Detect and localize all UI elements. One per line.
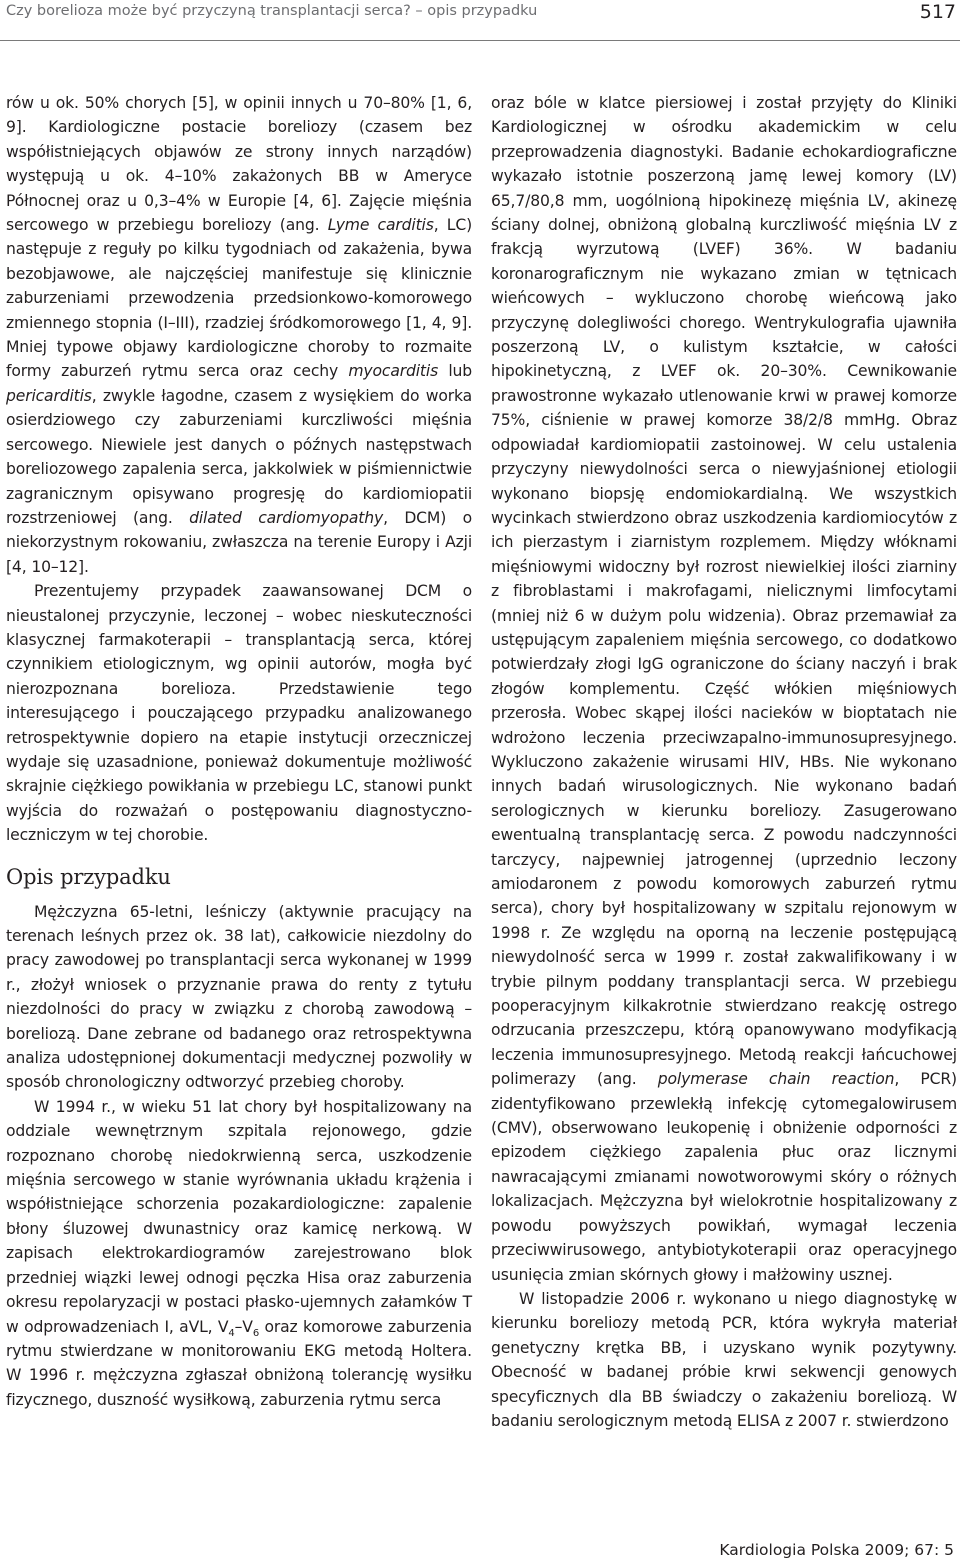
italic-term: pericarditis [6, 386, 92, 405]
paragraph-patient: Mężczyzna 65-letni, leśniczy (aktywnie pracujący na terenach leśnych przez ok. 38 lat), całkowicie niezdolny do pracy zawodowej po transplantacji serca wykonanej w 1999 r., złożył wniosek o przyznanie prawa do renty z tytułu niezdolności do pracy w związku z chorobą zawodową – boreliozą. Dane zebrane od badanego oraz retrospektywna analiza udostępnionej dokumentacji medycznej pozwoliły w sposób chronologiczny odtworzyć przebieg choroby. [6, 902, 472, 1092]
italic-term: dilated cardiomyopathy [189, 508, 384, 527]
page-number: 517 [919, 1, 956, 23]
left-column [6, 91, 472, 1412]
running-header [0, 0, 960, 41]
text-run: , zwykle łagodne, czasem z wysiękiem do worka osierdziowego czy zaburzeniami kurczliwości mięśnia sercowego. Niewiele jest danych o późnych następstwach boreliozowego zapalenia serca, jakkolwiek w piśmiennictwie zagranicznym opisywano progresję do kardiomiopatii rozstrzeniowej (ang. [6, 386, 472, 527]
text-run: oraz komorowe zaburzenia rytmu stwierdzane w monitorowaniu EKG metodą Holtera. W 1996 r. mężczyzna zgłaszał obniżoną tolerancję wysiłku fizycznego, duszność wysiłkową, zaburzenia rytmu serca [6, 1317, 472, 1409]
text-run: –V [234, 1317, 253, 1336]
paragraph-diagnostics [491, 91, 957, 1287]
italic-term: Lyme carditis [327, 216, 434, 235]
italic-term: myocarditis [348, 362, 439, 381]
text-run: , LC) następuje z reguły po kilku tygodniach od zakażenia, bywa bezobjawowe, ale najczęściej manifestuje się klinicznie zaburzeniami przewodzenia przedsionkowo-komorowego zmiennego stopnia (I–III), rzadziej śródkomorowego [1, 4, 9]. Mniej typowe objawy kardiologiczne choroby to rozmaite formy zaburzeń rytmu serca oraz cechy [6, 216, 473, 381]
paragraph-case-intro: Prezentujemy przypadek zaawansowanej DCM o nieustalonej przyczynie, leczonej – wobec nieskuteczności klasycznej farmakoterapii – transplantacją serca, której czynnikiem etiologicznym, wg opinii autorów, mogła być nierozpoznana borelioza. Przedstawienie tego interesującego i pouczającego przypadku analizowanego retrospektywnie dopiero na etapie instytucji orzeczniczej wydaje się uzasadnione, ponieważ dokumentuje możliwość skrajnie ciężkiego powikłania w przebiegu LC, stanowi punkt wyjścia do rozważań o postępowaniu diagnostyczno-leczniczym w tej chorobie. [6, 582, 472, 845]
subscript: 6 [252, 1327, 260, 1339]
running-title: Czy borelioza może być przyczyną transplantacji serca? – opis przypadku [6, 3, 538, 19]
journal-reference: Kardiologia Polska 2009; 67: 5 [719, 1541, 954, 1559]
text-run: , DCM) o niekorzystnym rokowaniu, zwłaszcza na terenie Europy i Azji [4, 10–12]. [6, 508, 472, 576]
paragraph-pcr-2006: W listopadzie 2006 r. wykonano u niego diagnostykę w kierunku boreliozy metodą PCR, która wykryła materiał genetyczny krętka BB, i uzyskano wynik pozytywny. Obecność w badanej próbie krwi sekwencji genowych specyficznych dla BB świadczy o zakażeniu boreliozą. W badaniu serologicznym metodą ELISA z 2007 r. stwierdzono [491, 1289, 957, 1430]
subscript: 4 [228, 1327, 235, 1339]
section-heading: Opis przypadku [6, 864, 171, 889]
text-run: W 1994 r., w wieku 51 lat chory był hospitalizowany na oddziale wewnętrznym szpitala rejonowego, gdzie rozpoznano chorobę niedokrwienną serca, uszkodzenie mięśnia sercowego w stanie wyrównania układu krążenia i współistniejące schorzenia pozakardiologiczne: zapalenie błony śluzowej dwunastnicy oraz kamicę nerkową. W zapisach elektrokardiogramów zarejestrowano blok przedniej wiązki lewej odnogi pęczka Hisa oraz zaburzenia okresu repolaryzacji w postaci płasko-ujemnych załamków T w odprowadzeniach I, aVL, V [6, 1097, 472, 1336]
text-run: rów u ok. 50% chorych [5], w opinii innych u 70–80% [1, 6, 9]. Kardiologiczne postacie boreliozy (czasem bez współistniejących objawów ze strony innych narządów) występują u ok. 4–10% zakażonych BB w Ameryce Północnej oraz u 0,3–4% w Europie [4, 6]. Zajęcie mięśnia sercowego w przebiegu boreliozy (ang. [6, 94, 472, 235]
paragraph-lyme-carditis [6, 91, 472, 579]
text-run: lub [438, 362, 472, 381]
italic-term: polymerase chain reaction [657, 1070, 895, 1089]
text-run: , PCR) zidentyfikowano przewlekłą infekcję cytomegalowirusem (CMV), obserwowano leukopenię i obniżenie odporności z epizodem ciężkiego zapalenia płuc oraz licznymi nawracającymi zmianami nowotworowymi skóry o różnych lokalizacjach. Mężczyzna był wielokrotnie hospitalizowany z powodu powyższych powikłań, wymagał leczenia przeciwwirusowego, antybiotykoterapii oraz operacyjnego usunięcia zmian skórnych głowy i małżowiny usznej. [491, 1070, 957, 1284]
paragraph-history-1994 [6, 1095, 472, 1412]
right-column [491, 91, 957, 1433]
text-run: oraz bóle w klatce piersiowej i został przyjęty do Kliniki Kardiologicznej w ośrodku akademickim w celu przeprowadzenia diagnostyki. Badanie echokardiograficzne wykazało istotnie poszerzoną jamę lewej komory (LV) 65,7/80,8 mm, uogólnioną hipokinezę mięśnia LV, akinezę ściany dolnej, obniżoną globalną kurczliwość mięśnia LV z frakcją wyrzutową (LVEF) 36%. W badaniu koronarograficznym nie wykazano zmian w tętnicach wieńcowych – wykluczono chorobę wieńcową jako przyczynę dolegliwości chorego. Wentrykulografia ujawniła poszerzoną LV, o kulistym kształcie, w całości hipokinetyczną, z LVEF ok. 20–30%. Cewnikowanie prawostronne wykazało utlenowanie krwi w prawej komorze 75%, ciśnienie w prawej komorze 38/2/8 mmHg. Obraz odpowiadał kardiomiopatii zastoinowej. W celu ustalenia przyczyny niewydolności serca o niewyjaśnionej etiologii wykonano biopsję endomiokardialną. We wszystkich wycinkach stwierdzono obraz uszkodzenia kardiomiocytów z ich pierzastym i ziarnistym rozplemem. Między włóknami mięśniowymi widoczny był rozrost niewielkiej ilości ziarniny z fibroblastami i makrofagami, nielicznymi limfocytami (mniej niż 6 w dużym polu widzenia). Obraz przemawiał za ustępującym zapaleniem mięśnia sercowego, co dodatkowo potwierdzały złogi IgG ograniczone do ściany naczyń i brak złogów komplementu. Część włókien mięśniowych przerosła. Wobec skąpej ilości nacieków w bioptatach nie wdrożono leczenia przeciwzapalno-immunosupresyjnego. Wykluczono zakażenie wirusami HIV, HBs. Nie wykonano innych badań wirusologicznych. Nie wykonano badań serologicznych w kierunku boreliozy. Zasugerowano ewentualną transplantację serca. Z powodu nadczynności tarczycy, najpewniej jatrogennej (uprzednio leczony amiodaronem z powodu komorowych zaburzeń rytmu serca), chory był hospitalizowany w szpitalu rejonowym w 1998 r. Ze względu na oporną na leczenie postępującą niewydolność serca w 1999 r. został zakwalifikowany i w trybie pilnym poddany transplantacji serca. W przebiegu pooperacyjnym kilkakrotnie stwierdzano reakcję ostrego odrzucania przeszczepu, którą opanowywano modyfikacją leczenia immunosupresyjnego. Metodą reakcji łańcuchowej polimerazy (ang. [491, 94, 957, 1089]
